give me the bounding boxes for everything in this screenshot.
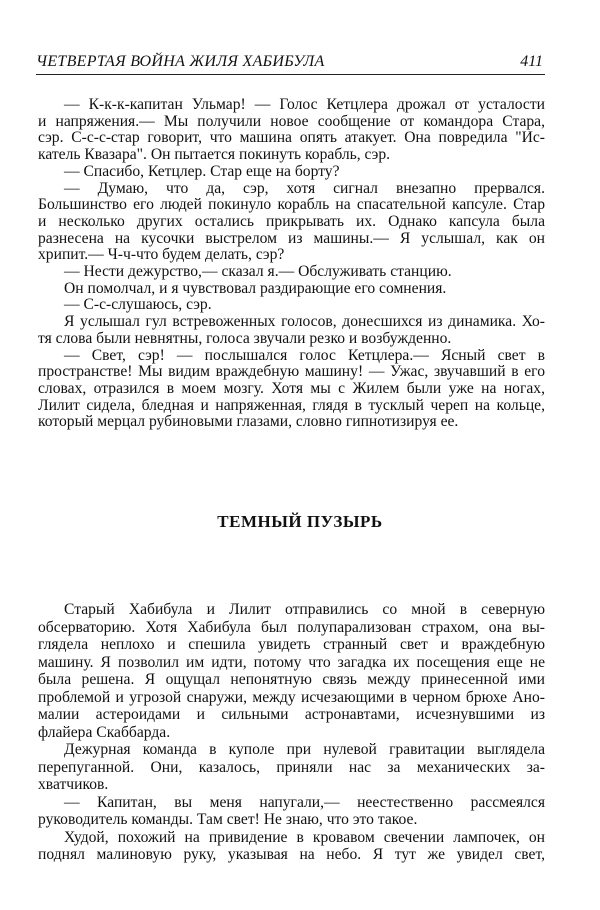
text-line: — Думаю, что да, сэр, хотя сигнал внезапно прервался. [64, 179, 545, 197]
text-line: глядела неплохо и спешила увидеть странный свет и враждебную [38, 636, 545, 653]
text-block-2 [38, 601, 545, 864]
running-title: ЧЕТВЕРТАЯ ВОЙНА ЖИЛЯ ХАБИБУЛА [36, 53, 325, 70]
text-line: который мерцал рубиновыми глазами, словно гипнотизируя ее. [38, 413, 459, 431]
text-line: проблемой и угрозой снаружи, между исчезающими в черном брюхе Ано- [38, 688, 545, 706]
text-line: пространстве! Мы видим враждебную машину! — Ужас, звучавший в его [38, 363, 545, 381]
text-line: Он помолчал, и я чувствовал раздирающие его сомнения. [64, 279, 447, 297]
text-line: и несколько других остались прикрывать их. Однако капсула была [38, 212, 545, 230]
text-line: Старый Хабибула и Лилит отправились со мной в северную [64, 601, 545, 618]
text-line: Худой, похожий на привидение в кровавом свечении лампочек, он [64, 828, 545, 846]
text-line: — С-с-слушаюсь, сэр. [64, 296, 212, 314]
text-line: хрипит.— Ч-ч-что будем делать, сэр? [38, 246, 285, 264]
page-number: 411 [520, 53, 543, 70]
text-line: сэр. С-с-с-стар говорит, что машина опять атакует. Она повредила "Ис- [38, 129, 545, 147]
text-line: Лилит сидела, бледная и напряженная, глядя в тусклый череп на кольце, [38, 396, 545, 414]
running-header [36, 52, 545, 75]
text-line: малии астероидами и сильными астронавтами, исчезнувшими из [38, 706, 545, 723]
text-line: словах, отразился в моем мозгу. Хотя мы с Жилем были уже на ногах, [38, 379, 545, 397]
text-line: — Свет, сэр! — послышался голос Кетцлера.— Ясный свет в [64, 346, 545, 364]
text-line: разнесена на кусочки выстрелом из машины.— Я услышал, как он [38, 229, 545, 247]
text-line: катель Квазара". Он пытается покинуть корабль, сэр. [38, 146, 391, 164]
text-line: была решена. Я ощущал непонятную связь между принесенной ими [38, 671, 545, 688]
text-line: Я услышал гул встревоженных голосов, донесшихся из динамика. Хо- [64, 313, 545, 331]
text-line: — Капитан, вы меня напугали,— неестественно рассмеялся [64, 793, 545, 811]
chapter-heading: ТЕМНЫЙ ПУЗЫРЬ [217, 512, 383, 531]
text-line: Большинство его людей покинуло корабль на спасательной капсуле. Стар [38, 196, 545, 214]
text-line: руководитель команды. Там свет! Не знаю, что это такое. [38, 811, 418, 828]
text-line: — Спасибо, Кетцлер. Стар еще на борту? [64, 162, 340, 180]
text-line: — К-к-к-капитан Ульмар! — Голос Кетцлера дрожал от усталости [64, 96, 545, 113]
text-line: перепуганной. Они, казалось, приняли нас за механических за- [38, 758, 545, 776]
text-block-1 [38, 97, 545, 431]
text-line: флайера Скаббарда. [38, 723, 171, 741]
text-line: — Нести дежурство,— сказал я.— Обслуживать станцию. [64, 263, 452, 281]
text-line: машину. Я позволил им идти, потому что загадка их посещения еще не [38, 653, 545, 671]
text-line: поднял малиновую руку, указывая на небо. Я тут же увидел свет, [38, 846, 545, 863]
text-line: обсерваторию. Хотя Хабибула был полупарализован страхом, она вы- [38, 618, 545, 636]
text-line: Дежурная команда в куполе при нулевой гравитации выглядела [64, 741, 545, 758]
text-line: тя слова были невнятны, голоса звучали резко и возбужденно. [38, 329, 452, 347]
text-line: и напряжения.— Мы получили новое сообщение от командора Стара, [38, 112, 545, 130]
text-line: хватчиков. [38, 776, 109, 793]
